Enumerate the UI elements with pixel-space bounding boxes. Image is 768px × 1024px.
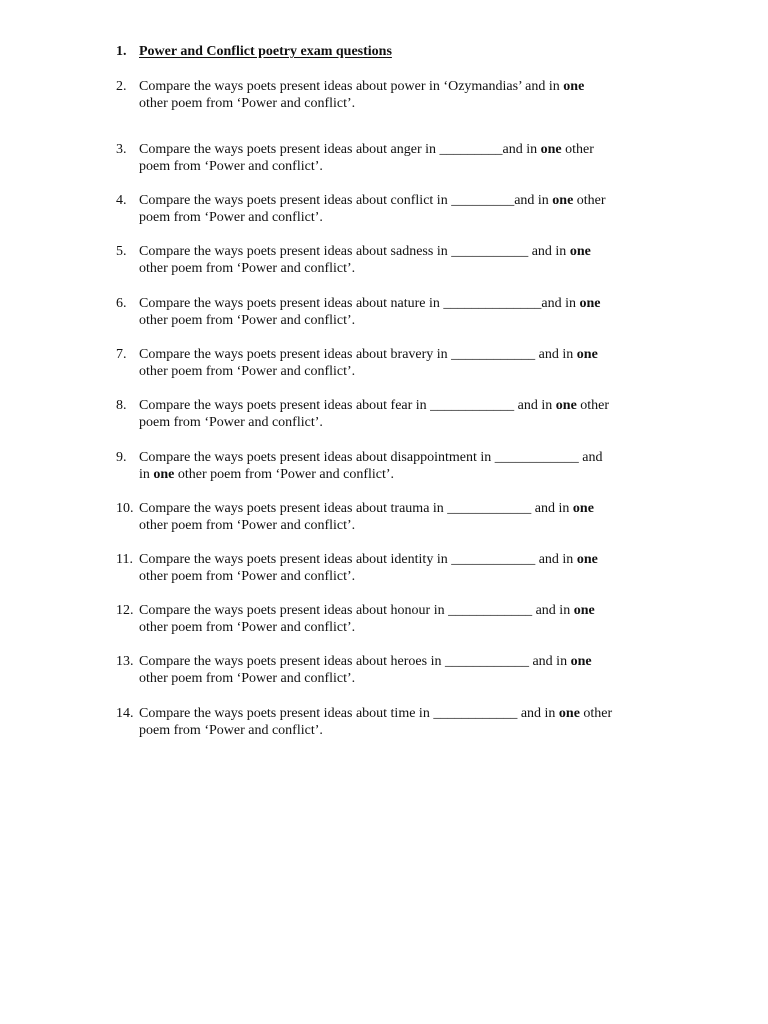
question-text-part: other: [579, 706, 613, 721]
question-text-part: Compare the ways poets present ideas about disappointment in ____________ and: [139, 450, 603, 465]
question-text-part: other poem from ‘Power and conflict’.: [139, 261, 356, 276]
question-text-part: other: [573, 193, 606, 208]
page-title: Power and Conflict poetry exam questions: [139, 44, 392, 59]
question-text-part: other poem from ‘Power and conflict’.: [139, 671, 356, 686]
emphasis-word: one: [540, 142, 562, 157]
question-text: [139, 500, 679, 534]
question-text: [139, 397, 679, 431]
question-number: 12.: [116, 603, 134, 618]
question-text: [139, 346, 679, 380]
question-number: 14.: [116, 706, 134, 721]
emphasis-word: one: [153, 467, 175, 482]
question-text-part: other poem from ‘Power and conflict’.: [174, 467, 395, 482]
question-text-part: other poem from ‘Power and conflict’.: [139, 364, 356, 379]
question-text-part: Compare the ways poets present ideas about conflict in _________and in: [139, 193, 553, 208]
question-text-part: Compare the ways poets present ideas about nature in ______________and in: [139, 296, 580, 311]
emphasis-word: one: [572, 501, 594, 516]
emphasis-word: one: [570, 654, 592, 669]
emphasis-word: one: [555, 398, 577, 413]
question-text-part: poem from ‘Power and conflict’.: [139, 210, 323, 225]
question-number: 4.: [116, 193, 127, 208]
question-number: 11.: [116, 552, 133, 567]
question-text-part: in: [139, 467, 154, 482]
title-number: 1.: [116, 44, 127, 59]
emphasis-word: one: [552, 193, 574, 208]
emphasis-word: one: [579, 296, 601, 311]
question-number: 3.: [116, 142, 127, 157]
question-text-part: Compare the ways poets present ideas about trauma in ____________ and in: [139, 501, 573, 516]
question-text: [139, 78, 679, 112]
question-text-part: other poem from ‘Power and conflict’.: [139, 569, 356, 584]
question-text: [139, 705, 679, 739]
question-text: [139, 192, 679, 226]
question-text-part: other: [576, 398, 610, 413]
question-text-part: other poem from ‘Power and conflict’.: [139, 518, 356, 533]
question-text-part: other poem from ‘Power and conflict’.: [139, 313, 356, 328]
question-number: 13.: [116, 654, 134, 669]
question-text: [139, 602, 679, 636]
question-text-part: Compare the ways poets present ideas about heroes in ____________ and in: [139, 654, 571, 669]
question-text: [139, 449, 679, 483]
question-text-part: Compare the ways poets present ideas about honour in ____________ and in: [139, 603, 574, 618]
question-text-part: Compare the ways poets present ideas about fear in ____________ and in: [139, 398, 556, 413]
question-number: 2.: [116, 79, 127, 94]
question-text-part: poem from ‘Power and conflict’.: [139, 723, 323, 738]
question-text-part: poem from ‘Power and conflict’.: [139, 415, 323, 430]
question-text: [139, 295, 679, 329]
emphasis-word: one: [563, 79, 585, 94]
emphasis-word: one: [573, 603, 595, 618]
question-text-part: Compare the ways poets present ideas about identity in ____________ and in: [139, 552, 577, 567]
question-text: [139, 141, 679, 175]
question-number: 6.: [116, 296, 127, 311]
emphasis-word: one: [576, 552, 598, 567]
question-text-part: Compare the ways poets present ideas about bravery in ____________ and in: [139, 347, 577, 362]
question-text: [139, 243, 679, 277]
question-number: 9.: [116, 450, 127, 465]
question-text: [139, 653, 679, 687]
emphasis-word: one: [558, 706, 580, 721]
question-number: 8.: [116, 398, 127, 413]
question-number: 7.: [116, 347, 127, 362]
question-text-part: Compare the ways poets present ideas about anger in _________and in: [139, 142, 541, 157]
question-text-part: Compare the ways poets present ideas about sadness in ___________ and in: [139, 244, 570, 259]
question-number: 10.: [116, 501, 134, 516]
question-text-part: Compare the ways poets present ideas about power in ‘Ozymandias’ and in: [139, 79, 564, 94]
question-text-part: Compare the ways poets present ideas about time in ____________ and in: [139, 706, 559, 721]
question-text-part: poem from ‘Power and conflict’.: [139, 159, 323, 174]
question-text-part: other poem from ‘Power and conflict’.: [139, 620, 356, 635]
question-number: 5.: [116, 244, 127, 259]
question-text: [139, 551, 679, 585]
emphasis-word: one: [569, 244, 591, 259]
question-text-part: other poem from ‘Power and conflict’.: [139, 96, 356, 111]
question-text-part: other: [561, 142, 594, 157]
emphasis-word: one: [576, 347, 598, 362]
